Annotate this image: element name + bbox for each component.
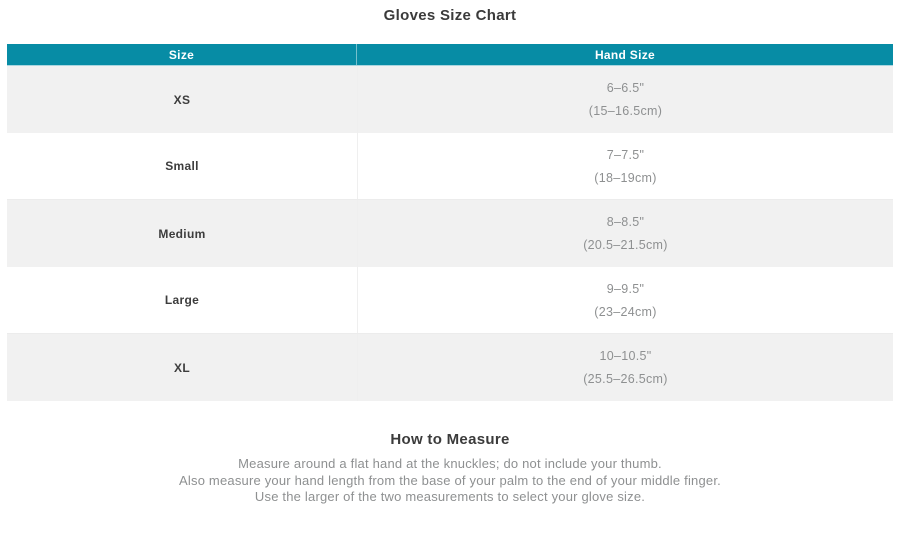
column-header-size: Size <box>7 44 357 65</box>
hand-size-cm: (18–19cm) <box>594 170 657 185</box>
hand-size-cell <box>357 133 893 199</box>
how-to-measure-heading: How to Measure <box>390 431 510 448</box>
gloves-size-chart-page <box>0 8 900 550</box>
size-label: XL <box>174 360 190 375</box>
hand-size-inches: 7–7.5" <box>606 147 645 162</box>
size-label: Medium <box>158 226 206 241</box>
hand-size-cell <box>357 267 893 333</box>
size-chart-table <box>7 44 893 401</box>
hand-size-inches: 10–10.5" <box>599 349 652 363</box>
column-header-hand-size: Hand Size <box>594 47 655 62</box>
hand-size-cm: (25.5–26.5cm) <box>583 372 668 386</box>
size-label: Small <box>165 159 199 173</box>
table-header-row <box>7 44 893 66</box>
hand-size-cm: (23–24cm) <box>594 304 657 319</box>
table-row-xs <box>7 66 893 133</box>
hand-size-cell <box>357 200 893 267</box>
how-to-measure-section <box>0 431 900 506</box>
measure-instruction-line: Measure around a flat hand at the knuckles; do not include your thumb. <box>238 456 662 471</box>
size-label: Large <box>164 293 200 307</box>
hand-size-cm: (20.5–21.5cm) <box>583 238 668 252</box>
size-label: XS <box>173 92 191 107</box>
measure-instruction-line: Use the larger of the two measurements to select your glove size. <box>254 489 646 504</box>
hand-size-inches: 6–6.5" <box>606 81 645 95</box>
page-title: Gloves Size Chart <box>383 7 517 24</box>
table-row-medium <box>7 200 893 267</box>
table-row-small <box>7 133 893 200</box>
table-row-xl <box>7 334 893 401</box>
hand-size-cm: (15–16.5cm) <box>588 104 663 118</box>
hand-size-inches: 9–9.5" <box>606 281 645 296</box>
hand-size-cell <box>357 334 893 401</box>
hand-size-inches: 8–8.5" <box>606 215 645 229</box>
measure-instruction-line: Also measure your hand length from the base of your palm to the end of your middle finger. <box>179 472 721 488</box>
hand-size-cell <box>357 66 893 133</box>
table-row-large <box>7 267 893 334</box>
